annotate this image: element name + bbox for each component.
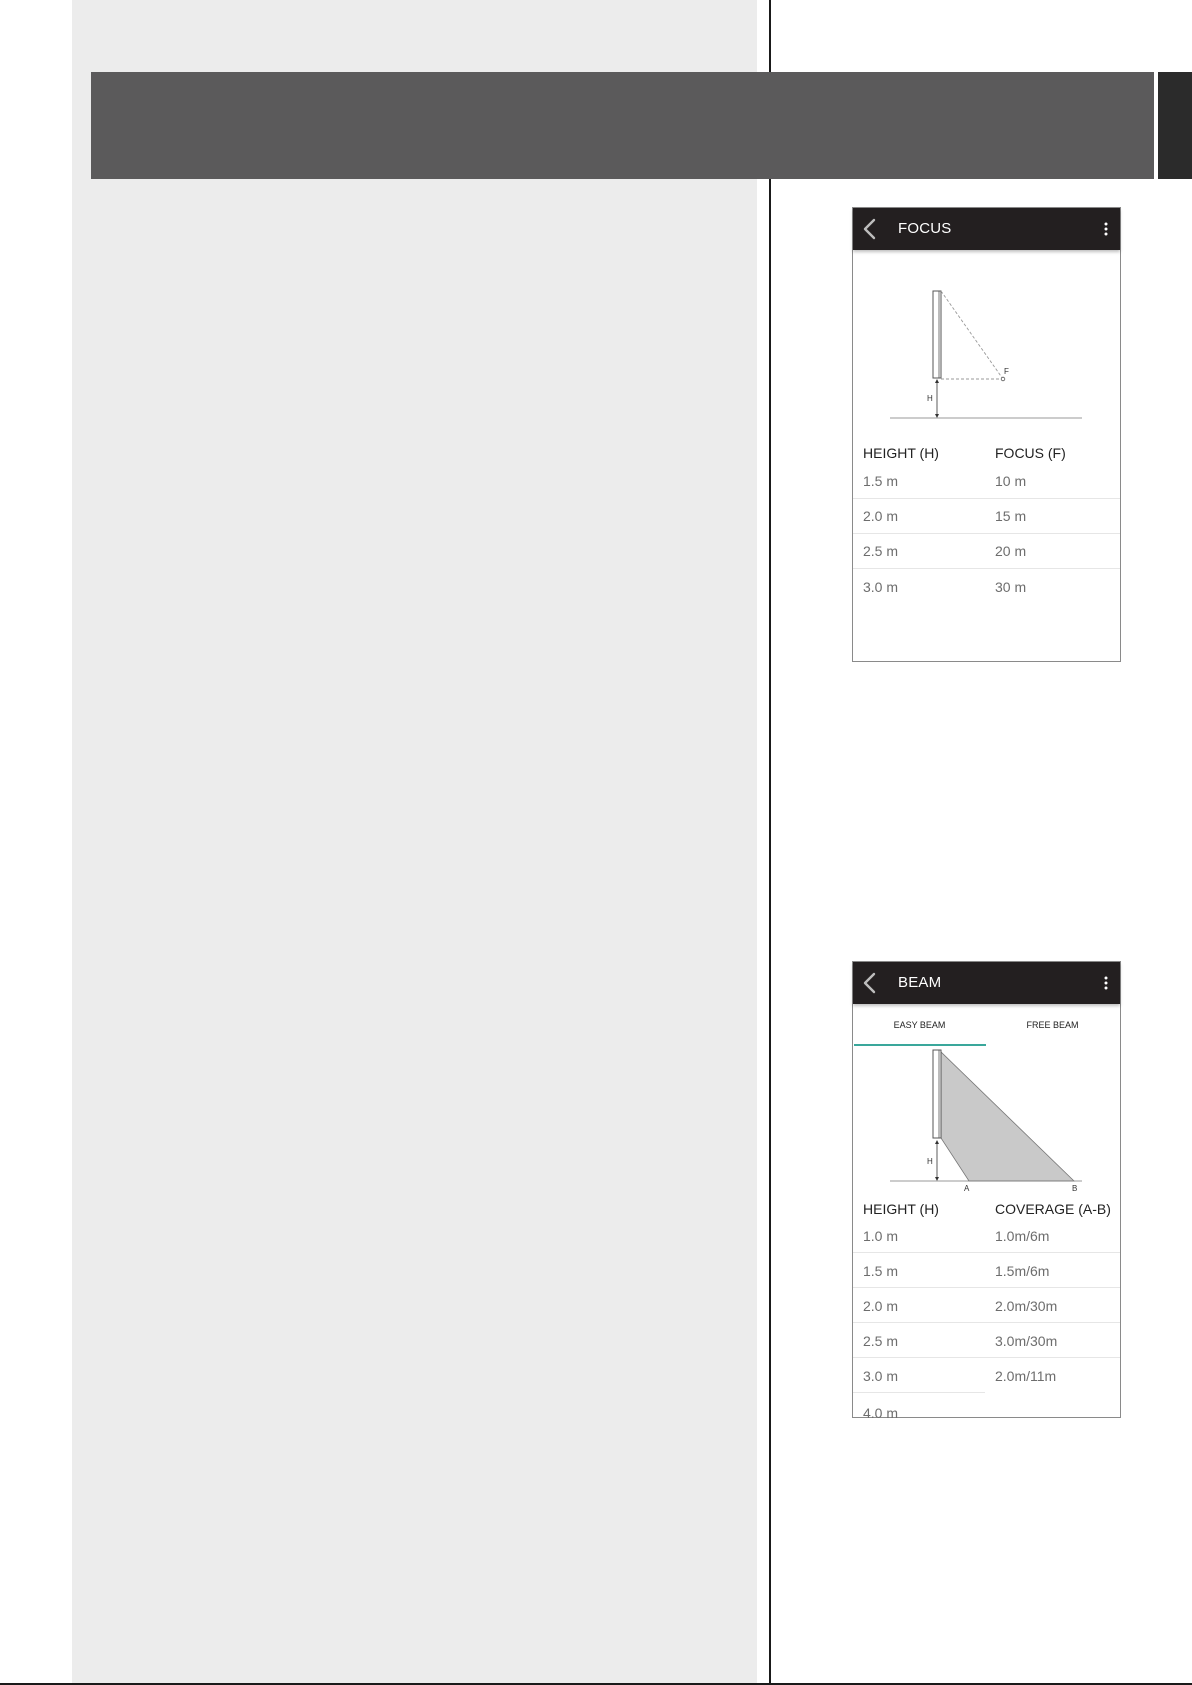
row-divider bbox=[853, 1252, 1120, 1253]
row-divider bbox=[853, 1322, 1120, 1323]
height-cell: 2.0 m bbox=[863, 508, 899, 524]
focus-screen bbox=[852, 207, 1121, 662]
coverage-cell: 2.0m/11m bbox=[995, 1368, 1057, 1384]
focus-app-bar bbox=[853, 208, 1120, 250]
height-cell: 2.0 m bbox=[863, 1298, 899, 1314]
height-arrow bbox=[935, 1140, 939, 1181]
coverage-cell: 3.0m/30m bbox=[995, 1333, 1058, 1349]
left-content-panel bbox=[72, 0, 757, 1685]
beam-mode-tabs bbox=[853, 1004, 1120, 1046]
focus-point-label: F bbox=[1004, 367, 1009, 376]
more-vert-icon[interactable] bbox=[1104, 976, 1108, 990]
focus-cell: 30 m bbox=[995, 579, 1027, 595]
height-cell: 2.5 m bbox=[863, 543, 899, 559]
beam-diagram bbox=[853, 1046, 1120, 1193]
beam-title: BEAM bbox=[898, 974, 942, 991]
coverage-cell: 1.5m/6m bbox=[995, 1263, 1050, 1279]
far-point-label: B bbox=[1072, 1184, 1078, 1193]
focus-diagram bbox=[853, 250, 1120, 420]
focus-column-header: FOCUS (F) bbox=[995, 445, 1066, 461]
height-arrow bbox=[935, 379, 939, 418]
height-cell: 3.0 m bbox=[863, 579, 899, 595]
row-divider bbox=[853, 568, 1120, 569]
row-divider bbox=[853, 1357, 1120, 1358]
beam-screen bbox=[852, 961, 1121, 1421]
more-vert-icon[interactable] bbox=[1104, 222, 1108, 236]
tab-free-beam[interactable]: FREE BEAM bbox=[1026, 1020, 1079, 1030]
row-divider bbox=[853, 533, 1120, 534]
focus-cell: 15 m bbox=[995, 508, 1027, 524]
height-cell: 2.5 m bbox=[863, 1333, 899, 1349]
height-label: H bbox=[927, 1157, 933, 1166]
coverage-cell: 1.0m/6m bbox=[995, 1228, 1050, 1244]
row-divider bbox=[853, 1392, 985, 1393]
height-cell: 1.0 m bbox=[863, 1228, 899, 1244]
height-cell: 3.0 m bbox=[863, 1368, 899, 1384]
chapter-edge-tab bbox=[1158, 72, 1192, 179]
focus-title: FOCUS bbox=[898, 220, 952, 237]
height-cell: 4.0 m bbox=[863, 1405, 899, 1421]
beam-app-bar bbox=[853, 962, 1120, 1004]
fixture-post bbox=[933, 1050, 941, 1138]
row-divider bbox=[853, 498, 1120, 499]
focus-point-marker bbox=[1001, 377, 1005, 381]
focus-cell: 20 m bbox=[995, 543, 1027, 559]
back-chevron-icon[interactable] bbox=[862, 972, 878, 994]
fixture-post bbox=[933, 291, 941, 378]
section-header-band bbox=[91, 72, 1154, 179]
focus-cell: 10 m bbox=[995, 473, 1027, 489]
beam-coverage-area bbox=[941, 1052, 1074, 1181]
height-column-header: HEIGHT (H) bbox=[863, 445, 939, 461]
near-point-label: A bbox=[964, 1184, 970, 1193]
column-divider bbox=[769, 0, 771, 1685]
coverage-column-header: COVERAGE (A-B) bbox=[995, 1201, 1111, 1217]
height-cell: 1.5 m bbox=[863, 1263, 899, 1279]
focus-beam-line bbox=[941, 291, 1003, 379]
tab-easy-beam[interactable]: EASY BEAM bbox=[893, 1020, 946, 1030]
back-chevron-icon[interactable] bbox=[862, 218, 878, 240]
height-cell: 1.5 m bbox=[863, 473, 899, 489]
coverage-cell: 2.0m/30m bbox=[995, 1298, 1058, 1314]
height-column-header: HEIGHT (H) bbox=[863, 1201, 939, 1217]
row-divider bbox=[853, 1287, 1120, 1288]
height-label: H bbox=[927, 394, 933, 403]
